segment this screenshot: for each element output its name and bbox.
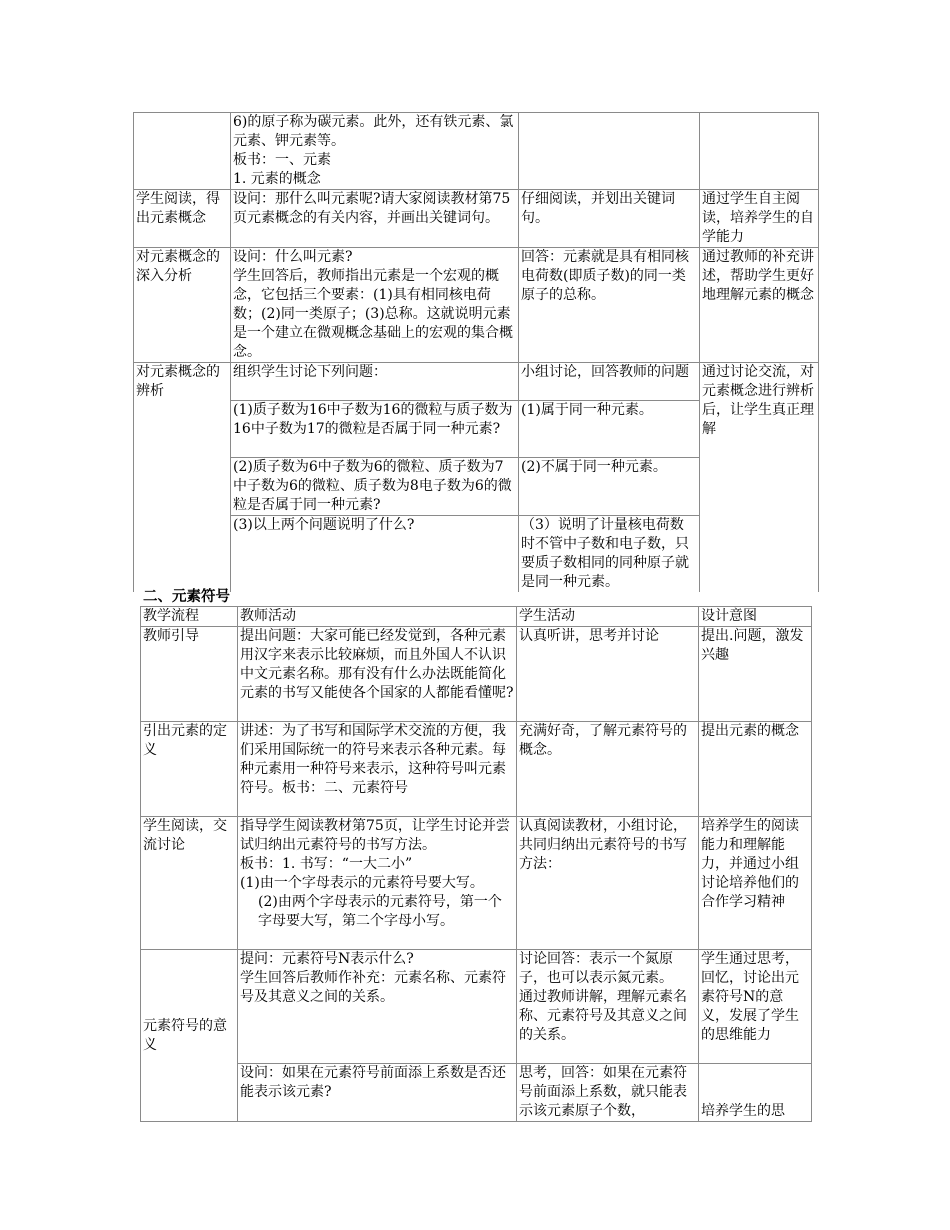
student-activity-cell: 仔细阅读，并划出关键词句。 — [519, 190, 700, 248]
student-activity-cell — [517, 1064, 699, 1122]
cell-text: 设问：如果在元素符号前面添上系数是否还能表示该元素? — [240, 1065, 506, 1100]
flow-cell: 元素符号的意义 — [141, 950, 238, 1122]
table-row — [141, 950, 812, 1064]
design-intent-cell — [700, 113, 819, 190]
lesson-table-element-concept — [133, 112, 819, 592]
student-activity-cell: (2)不属于同一种元素。 — [519, 458, 700, 516]
teacher-activity-cell: (3)以上两个问题说明了什么? — [231, 516, 519, 593]
cell-text: (2)由两个字母表示的元素符号，第一个字母要大写，第二个字母小写。 — [258, 894, 502, 929]
board-note: 板书：1. 书写：“一大二小” — [240, 856, 413, 872]
board-note: 板书：一、元素 — [233, 152, 331, 168]
design-intent-cell: 培养学生的阅读能力和理解能力，并通过小组讨论培养他们的合作学习精神 — [699, 817, 812, 950]
column-header: 教师活动 — [238, 607, 517, 627]
lesson-table-element-symbol — [140, 606, 812, 1122]
design-intent-cell: 学生通过思考，回忆，讨论出元素符号N的意义，发展了学生的思维能力 — [699, 950, 812, 1064]
teacher-activity-cell — [231, 248, 519, 363]
table-row — [134, 113, 819, 190]
student-activity-cell: 认真阅读教材，小组讨论，共同归纳出元素符号的书写方法： — [517, 817, 699, 950]
cell-text: 讲述：为了书写和国际学术交流的方便，我们采用国际统一的符号来表示各种元素。每种元素用一种符号来表示，这种符号叫元素符号。板书：二、元素符号 — [240, 723, 506, 796]
flow-cell: 引出元素的定义 — [141, 722, 238, 817]
teacher-activity-cell — [231, 190, 519, 248]
column-header: 教学流程 — [141, 607, 238, 627]
teacher-activity-cell — [238, 1064, 517, 1122]
table-row — [141, 1064, 812, 1122]
flow-cell: 学生阅读，得出元素概念 — [134, 190, 231, 248]
column-header: 学生活动 — [517, 607, 699, 627]
table-row — [134, 363, 819, 401]
cell-text: 设问：什么叫元素? — [233, 249, 353, 265]
design-intent-cell: 通过教师的补充讲述，帮助学生更好地理解元素的概念 — [700, 248, 819, 363]
student-activity-cell — [517, 950, 699, 1064]
cell-text: 学生回答后，教师指出元素是一个宏观的概念，它包括三个要素：(1)具有相同核电荷数；(2)同一类原子；(3)总称。这就说明元素是一个建立在微观概念基础上的宏观的集合概念。 — [233, 268, 513, 360]
design-intent-cell: 通过学生自主阅读，培养学生的自学能力 — [700, 190, 819, 248]
cell-text: 指导学生阅读教材第75页，让学生讨论并尝试归纳出元素符号的书写方法。 — [240, 818, 510, 853]
student-activity-cell: (1)属于同一种元素。 — [519, 401, 700, 458]
column-header: 设计意图 — [699, 607, 812, 627]
teacher-activity-cell: 组织学生讨论下列问题： — [231, 363, 519, 401]
cell-text: 6)的原子称为碳元素。此外，还有铁元素、氯元素、钾元素等。 — [233, 114, 514, 149]
table-row — [141, 627, 812, 722]
flow-cell: 对元素概念的辨析 — [134, 363, 231, 593]
flow-cell: 对元素概念的深入分析 — [134, 248, 231, 363]
table-row — [141, 722, 812, 817]
cell-text: (1)由一个字母表示的元素符号要大写。 — [240, 875, 484, 891]
teacher-activity-cell: (2)质子数为6中子数为6的微粒、质子数为7中子数为6的微粒、质子数为8电子数为6的微粒是否属于同一种元素? — [231, 458, 519, 516]
table-row — [134, 190, 819, 248]
student-activity-cell: （3）说明了计量核电荷数时不管中子数和电子数，只要质子数相同的同种原子就是同一种元素。 — [519, 516, 700, 593]
teacher-activity-cell — [238, 722, 517, 817]
flow-cell: 教师引导 — [141, 627, 238, 722]
cell-text: 设问：那什么叫元素呢?请大家阅读教材第75页元素概念的有关内容，并画出关键词句。 — [233, 191, 511, 226]
design-intent-cell: 培养学生的思 — [699, 1064, 812, 1122]
cell-text: 提出问题：大家可能已经发觉到，各种元素用汉字来表示比较麻烦，而且外国人不认识中文元素名称。那有没有什么办法既能简化元素的书写又能使各个国家的人都能看懂呢? — [240, 628, 514, 701]
board-note: 1. 元素的概念 — [233, 171, 321, 187]
design-intent-cell: 通过讨论交流，对元素概念进行辨析后，让学生真正理解 — [700, 363, 819, 593]
flow-cell: 学生阅读，交流讨论 — [141, 817, 238, 950]
teacher-activity-cell — [238, 817, 517, 950]
cell-text: 学生回答后教师作补充：元素名称、元素符号及其意义之间的关系。 — [240, 970, 506, 1005]
teacher-activity-cell — [238, 627, 517, 722]
table-header-row — [141, 607, 812, 627]
student-activity-cell: 充满好奇，了解元素符号的概念。 — [517, 722, 699, 817]
teacher-activity-cell: (1)质子数为16中子数为16的微粒与质子数为16中子数为17的微粒是否属于同一种元素? — [231, 401, 519, 458]
design-intent-cell: 提出.问题，激发兴趣 — [699, 627, 812, 722]
cell-text: 讨论回答：表示一个氮原子，也可以表示氮元素。 — [519, 951, 673, 986]
flow-cell — [134, 113, 231, 190]
section-heading: 二、元素符号 — [143, 589, 230, 605]
table-row — [134, 248, 819, 363]
table-row — [141, 817, 812, 950]
cell-text: 思考，回答：如果在元素符号前面添上系数，就只能表示该元素原子个数， — [519, 1065, 687, 1119]
cell-text: 提问：元素符号N表示什么? — [240, 951, 414, 967]
cell-text: 通过教师讲解，理解元素名称、元素符号及其意义之间的关系。 — [519, 989, 687, 1043]
student-activity-cell: 回答：元素就是具有相同核电荷数(即质子数)的同一类原子的总称。 — [519, 248, 700, 363]
student-activity-cell: 认真听讲，思考并讨论 — [517, 627, 699, 722]
design-intent-cell: 提出元素的概念 — [699, 722, 812, 817]
student-activity-cell: 小组讨论，回答教师的问题 — [519, 363, 700, 401]
teacher-activity-cell — [231, 113, 519, 190]
student-activity-cell — [519, 113, 700, 190]
teacher-activity-cell — [238, 950, 517, 1064]
